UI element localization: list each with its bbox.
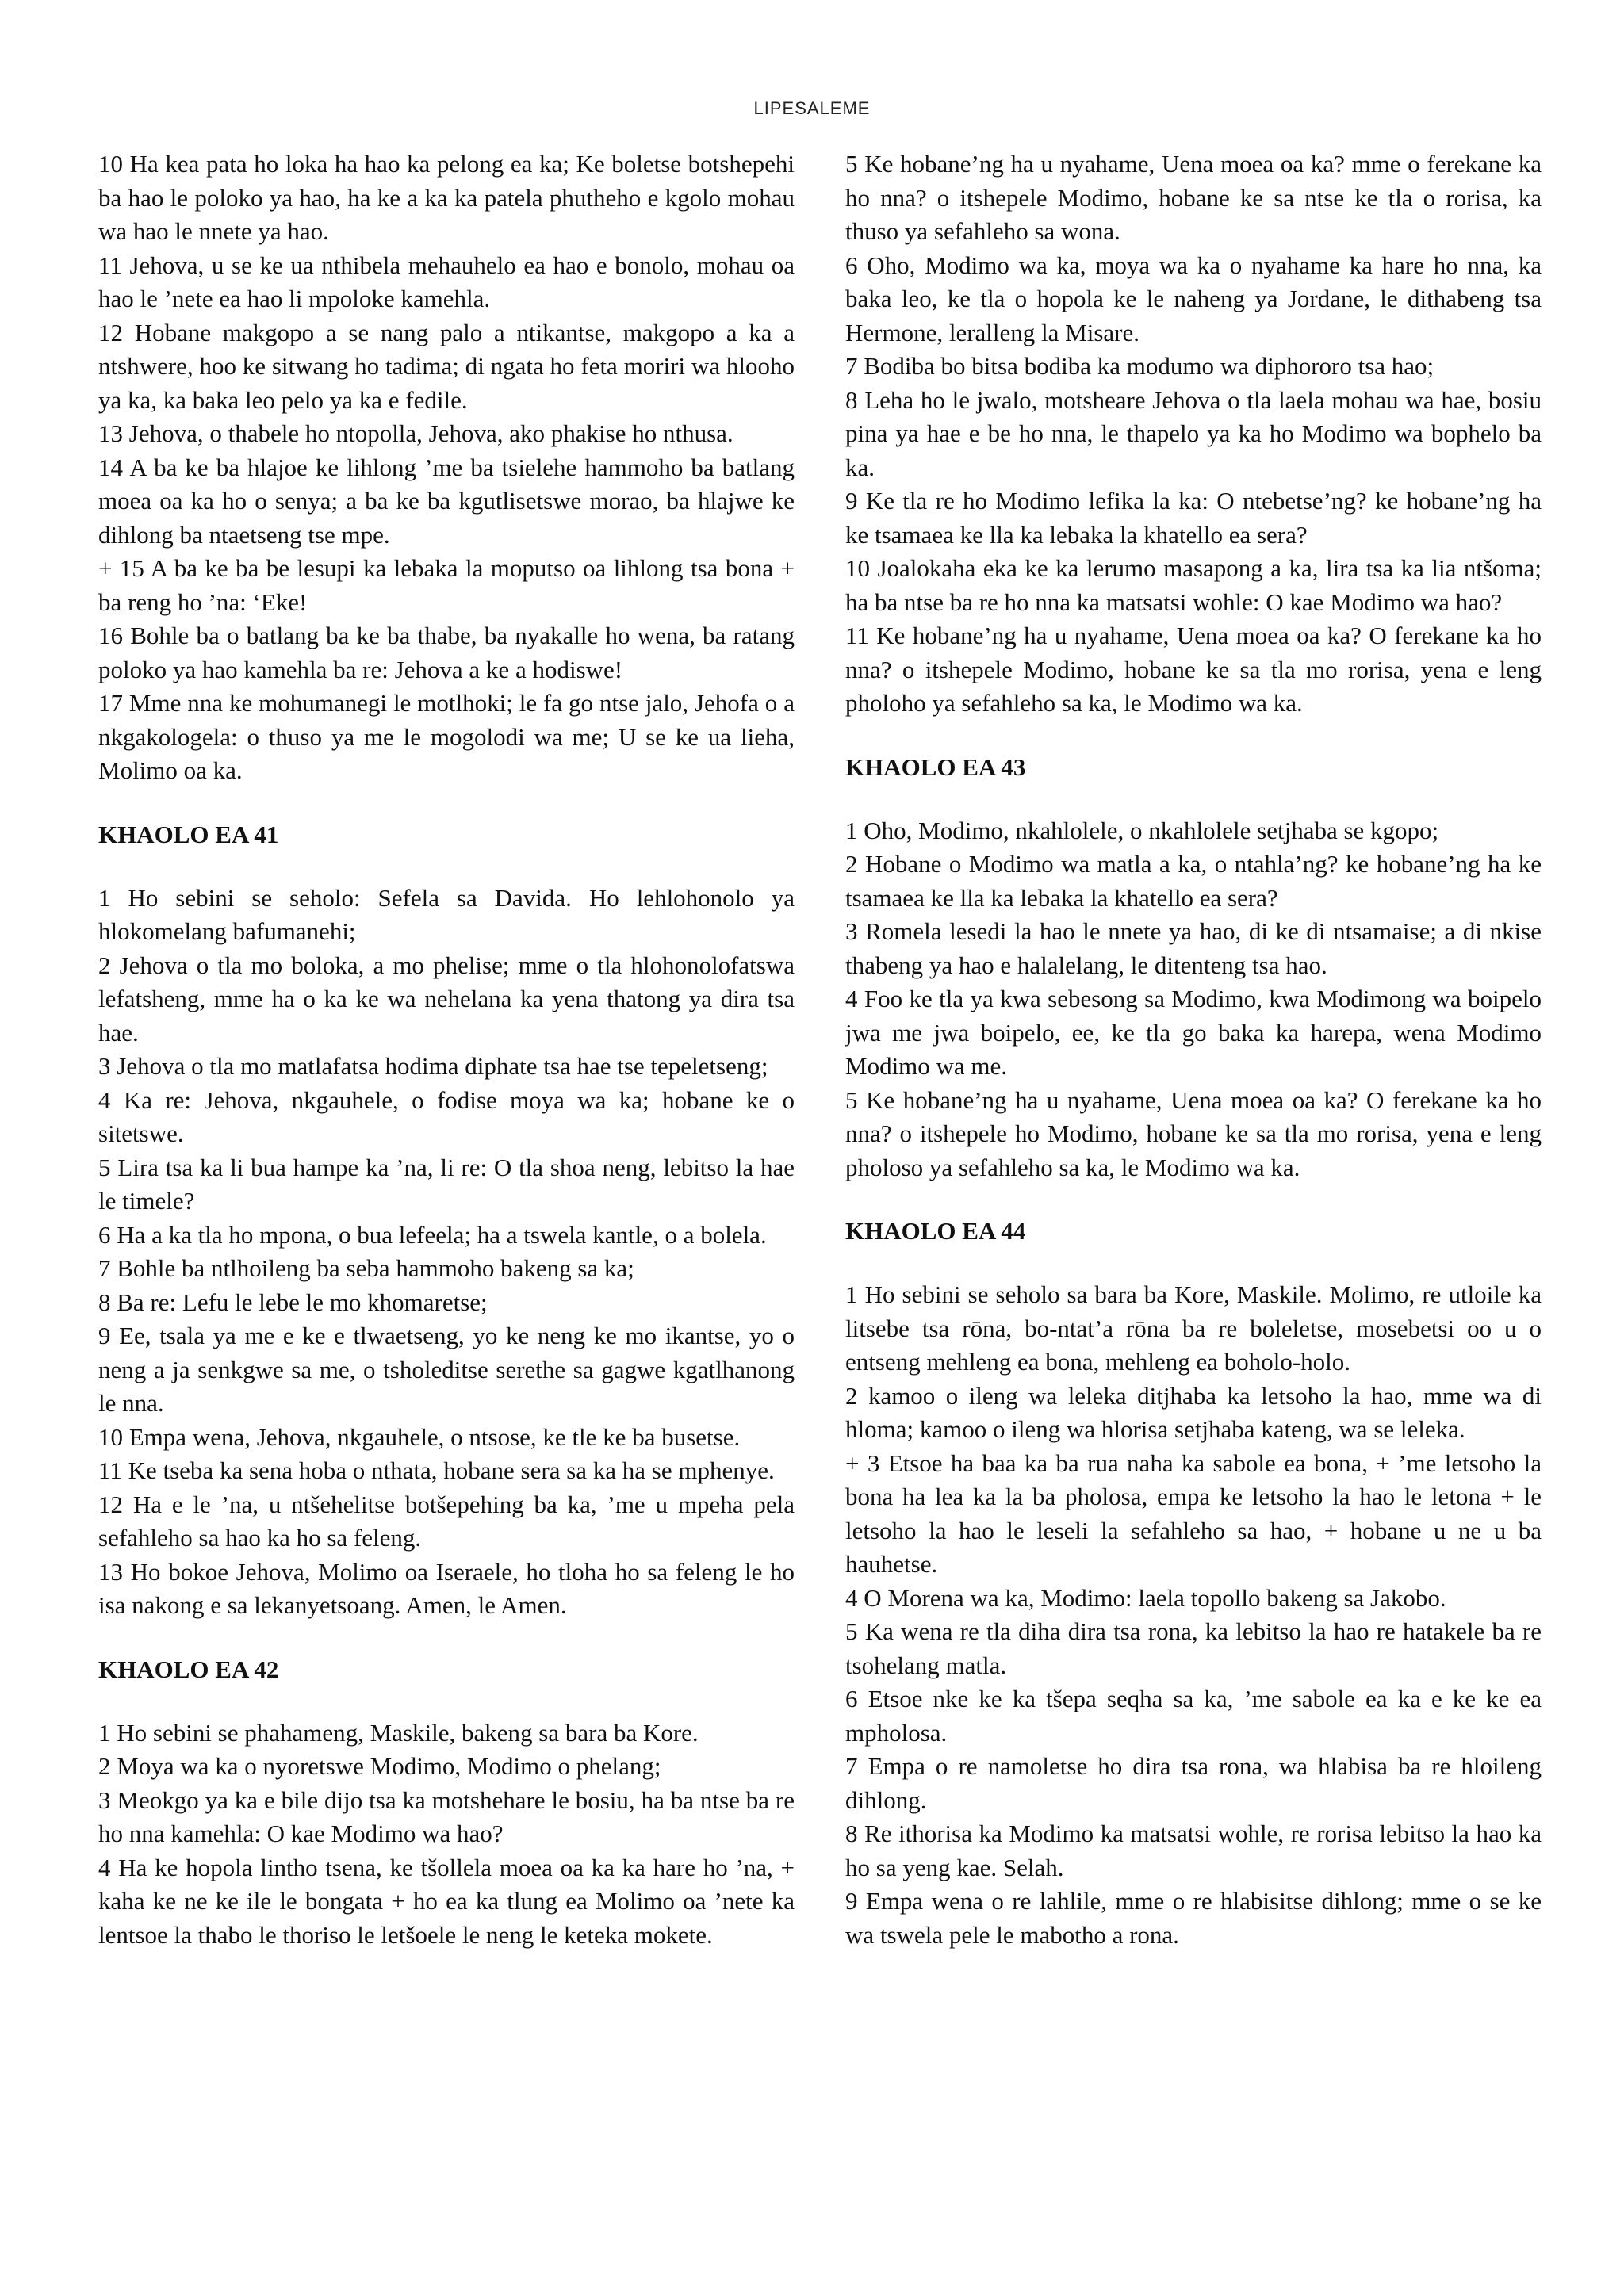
verse: 5 Lira tsa ka li bua hampe ka ’na, li re: O tla shoa neng, lebitso la hae le timele?	[98, 1153, 795, 1215]
chapter-heading-42: KHAOLO EA 42	[98, 1655, 279, 1683]
verse: 5 Ka wena re tla diha dira tsa rona, ka lebitso la hao re hatakele ba re tsohelang matla.	[845, 1617, 1542, 1679]
verse: 4 Foo ke tla ya kwa sebesong sa Modimo, kwa Modimong wa boipelo jwa me jwa boipelo, ee, ke tla go baka ka harepa, wena Modimo Modimo wa me.	[845, 985, 1542, 1080]
verse: 11 Ke hobane’ng ha u nyahame, Uena moea oa ka? O ferekane ka ho nna? o itshepele Modimo, hobane ke sa tla mo rorisa, yena e leng pholoho ya sefahleho sa ka, le Modimo wa ka.	[845, 622, 1542, 717]
verse: 1 Ho sebini se seholo sa bara ba Kore, Maskile. Molimo, re utloile ka litsebe tsa rōna, bo-ntat’a rōna ba re boleletse, mosebetsi oo u o entseng mehleng ea bona, mehleng ea boholo-holo.	[845, 1280, 1542, 1376]
verse: 2 Hobane o Modimo wa matla a ka, o ntahla’ng? ke hobane’ng ha ke tsamaea ke lla ka lebaka la khatello ea sera?	[845, 850, 1542, 912]
verse: 14 A ba ke ba hlajoe ke lihlong ’me ba tsielehe hammoho ba batlang moea oa ka ho o senya; a ba ke ba kgutlisetswe morao, ba hlajwe ke dihlong ba ntaetseng tse mpe.	[98, 453, 795, 549]
verse: 4 Ka re: Jehova, nkgauhele, o fodise moya wa ka; hobane ke o sitetswe.	[98, 1085, 795, 1147]
verse: 13 Jehova, o thabele ho ntopolla, Jehova, ako phakise ho nthusa.	[98, 419, 733, 447]
verse: 10 Empa wena, Jehova, nkgauhele, o ntsose, ke tle ke ba busetse.	[98, 1422, 741, 1451]
verse: 6 Etsoe nke ke ka tšepa seqha sa ka, ’me sabole ea ka e ke ke ea mpholosa.	[845, 1685, 1542, 1747]
verse: 1 Oho, Modimo, nkahlolele, o nkahlolele setjhaba se kgopo;	[845, 816, 1439, 844]
verse: 11 Ke tseba ka sena hoba o nthata, hobane sera sa ka ha se mphenye.	[98, 1456, 775, 1484]
chapter-heading-43: KHAOLO EA 43	[845, 752, 1026, 781]
verse: 2 Jehova o tla mo boloka, a mo phelise; mme o tla hlohonolofatswa lefatsheng, mme ha o ka ke wa nehelana ka yena thatong ya dira tsa hae.	[98, 951, 795, 1047]
verse: 9 Ee, tsala ya me e ke e tlwaetseng, yo ke neng ke mo ikantse, yo o neng a ja senkgwe sa me, o tsholeditse serethe sa gagwe kgatlhanong le nna.	[98, 1322, 795, 1417]
running-header: LIPESALEME	[753, 98, 871, 118]
verse: 3 Romela lesedi la hao le nnete ya hao, di ke di ntsamaise; a di nkise thabeng ya hao e halalelang, le ditenteng tsa hao.	[845, 917, 1542, 979]
verse: 10 Joalokaha eka ke ka lerumo masapong a ka, lira tsa ka lia ntšoma; ha ba ntse ba re ho nna ka matsatsi wohle: O kae Modimo wa hao?	[845, 554, 1542, 616]
verse: 1 Ho sebini se phahameng, Maskile, bakeng sa bara ba Kore.	[98, 1718, 699, 1747]
verse: + 3 Etsoe ha baa ka ba rua naha ka sabole ea bona, + ’me letsoho la bona ha lea ka la ba pholosa, empa ke letsoho la hao le letona + le letsoho la hao le leseli la sefahleho sa hao, + hobane u ne u ba hauhetse.	[845, 1448, 1542, 1578]
verse: 3 Jehova o tla mo matlafatsa hodima diphate tsa hae tse tepeletseng;	[98, 1052, 768, 1080]
verse: 12 Ha e le ’na, u ntšehelitse botšepehing ba ka, ’me u mpeha pela sefahleho sa hao ka ho sa feleng.	[98, 1490, 795, 1552]
verse: 5 Ke hobane’ng ha u nyahame, Uena moea oa ka? mme o ferekane ka ho nna? o itshepele Modimo, hobane ke sa ntse ke tla o rorisa, ka thuso ya sefahleho sa wona.	[845, 150, 1542, 245]
verse: 5 Ke hobane’ng ha u nyahame, Uena moea oa ka? O ferekane ka ho nna? o itshepele ho Modimo, hobane ke sa tla mo rorisa, yena e leng pholoso ya sefahleho sa ka, le Modimo wa ka.	[845, 1085, 1542, 1181]
verse: 4 O Morena wa ka, Modimo: laela topollo bakeng sa Jakobo.	[845, 1583, 1446, 1612]
verse: 8 Leha ho le jwalo, motsheare Jehova o tla laela mohau wa hae, bosiu pina ya hae e be ho nna, le thapelo ya ka ho Modimo wa bophelo ba ka.	[845, 385, 1542, 481]
verse: 13 Ho bokoe Jehova, Molimo oa Iseraele, ho tloha ho sa feleng le ho isa nakong e sa lekanyetsoang. Amen, le Amen.	[98, 1557, 795, 1619]
verse: 2 Moya wa ka o nyoretswe Modimo, Modimo o phelang;	[98, 1752, 661, 1780]
verse: 9 Empa wena o re lahlile, mme o re hlabisitse dihlong; mme o se ke wa tswela pele le mabotho a rona.	[845, 1887, 1542, 1949]
verse: 1 Ho sebini se seholo: Sefela sa Davida. Ho lehlohonolo ya hlokomelang bafumanehi;	[98, 883, 795, 945]
verse: 7 Bodiba bo bitsa bodiba ka modumo wa diphororo tsa hao;	[845, 352, 1434, 380]
verse: 10 Ha kea pata ho loka ha hao ka pelong ea ka; Ke boletse botshepehi ba hao le poloko ya hao, ha ke a ka ka patela phutheho e kgolo mohau wa hao le nnete ya hao.	[98, 150, 795, 245]
verse: + 15 A ba ke ba be lesupi ka lebaka la moputso oa lihlong tsa bona + ba reng ho ’na: ‘Eke!	[98, 554, 795, 616]
verse: 4 Ha ke hopola lintho tsena, ke tšollela moea oa ka ka hare ho ’na, + kaha ke ne ke ile le bongata + ho ea ka tlung ea Molimo oa ’nete ka lentsoe la thabo le thoriso le letšoele le neng le keteka mokete.	[98, 1853, 795, 1949]
left-column	[98, 147, 795, 1952]
chapter-heading-44: KHAOLO EA 44	[845, 1217, 1026, 1245]
verse: 6 Oho, Modimo wa ka, moya wa ka o nyahame ka hare ho nna, ka baka leo, ke tla o hopola ke le naheng ya Jordane, le dithabeng tsa Hermone, leralleng la Misare.	[845, 251, 1542, 346]
verse: 2 kamoo o ileng wa leleka ditjhaba ka letsoho la hao, mme wa di hloma; kamoo o ileng wa hlorisa setjhaba kateng, wa se leleka.	[845, 1381, 1542, 1443]
verse: 8 Re ithorisa ka Modimo ka matsatsi wohle, re rorisa lebitso la hao ka ho sa yeng kae. Selah.	[845, 1820, 1542, 1881]
verse: 7 Bohle ba ntlhoileng ba seba hammoho bakeng sa ka;	[98, 1254, 634, 1282]
verse: 11 Jehova, u se ke ua nthibela mehauhelo ea hao e bonolo, mohau oa hao le ’nete ea hao li mpoloke kamehla.	[98, 251, 795, 312]
verse: 8 Ba re: Lefu le lebe le mo khomaretse;	[98, 1288, 488, 1316]
verse: 16 Bohle ba o batlang ba ke ba thabe, ba nyakalle ho wena, ba ratang poloko ya hao kamehla ba re: Jehova a ke a hodiswe!	[98, 622, 795, 683]
verse: 9 Ke tla re ho Modimo lefika la ka: O ntebetse’ng? ke hobane’ng ha ke tsamaea ke lla ka lebaka la khatello ea sera?	[845, 487, 1542, 549]
verse: 17 Mme nna ke mohumanegi le motlhoki; le fa go ntse jalo, Jehofa o a nkgakologela: o thuso ya me le mogolodi wa me; U se ke ua lieha, Molimo oa ka.	[98, 689, 795, 784]
right-column	[845, 147, 1542, 1952]
verse: 7 Empa o re namoletse ho dira tsa rona, wa hlabisa ba re hloileng dihlong.	[845, 1752, 1542, 1814]
verse: 6 Ha a ka tla ho mpona, o bua lefeela; ha a tswela kantle, o a bolela.	[98, 1220, 767, 1249]
chapter-heading-41: KHAOLO EA 41	[98, 820, 279, 848]
verse: 12 Hobane makgopo a se nang palo a ntikantse, makgopo a ka a ntshwere, hoo ke sitwang ho tadima; di ngata ho feta moriri wa hlooho ya ka, ka baka leo pelo ya ka e fedile.	[98, 318, 795, 414]
verse: 3 Meokgo ya ka e bile dijo tsa ka motshehare le bosiu, ha ba ntse ba re ho nna kamehla: O kae Modimo wa hao?	[98, 1785, 795, 1847]
